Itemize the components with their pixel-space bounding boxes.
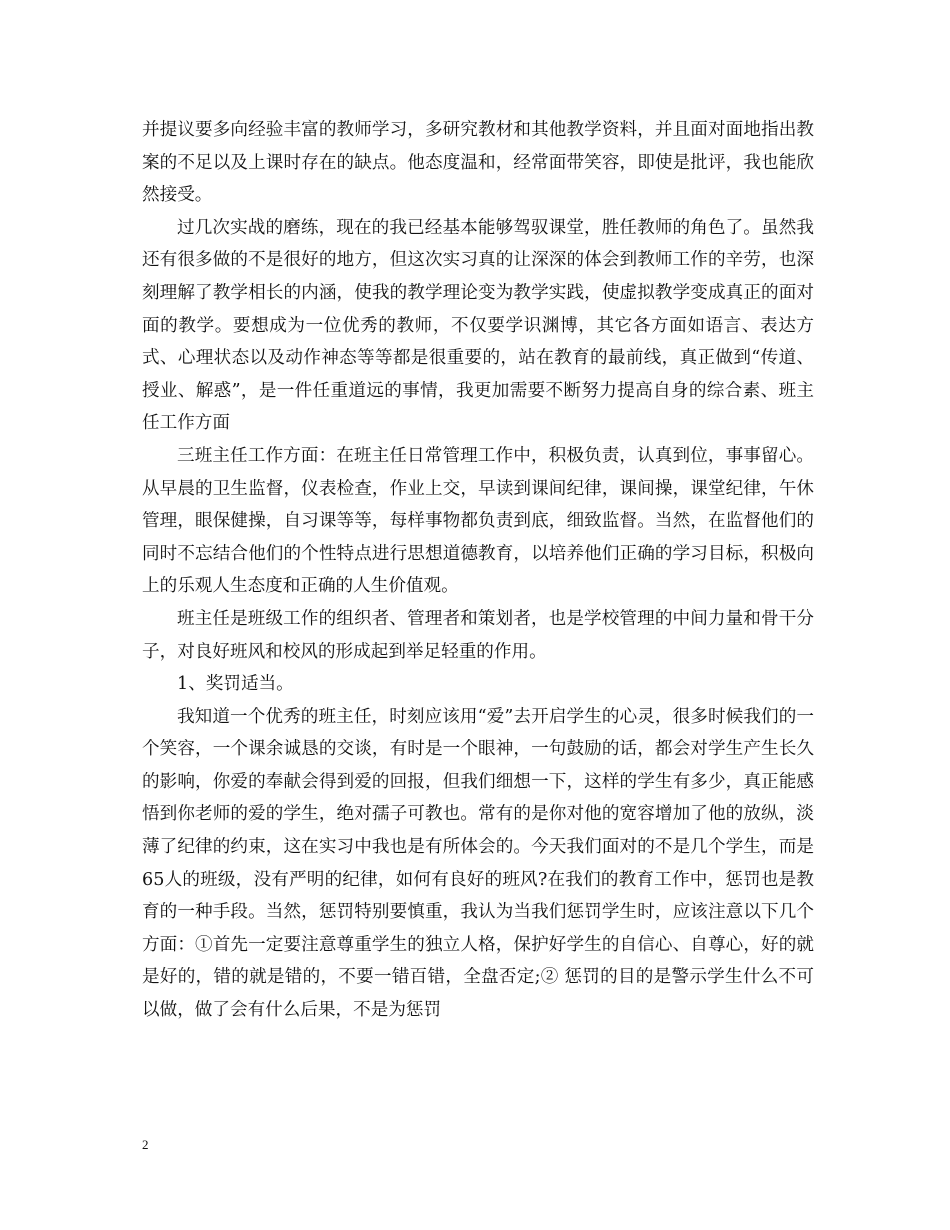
paragraph-5: 我知道一个优秀的班主任，时刻应该用“爱”去开启学生的心灵，很多时候我们的一个笑容，一个课余诚恳的交谈，有时是一个眼神，一句鼓励的话，都会对学生产生长久的影响，你爱的奉献会得到爱的回报，但我们细想一下，这样的学生有多少，真正能感悟到你老师的爱的学生，绝对孺子可教也。常有的是你对他的宽容增加了他的放纵，淡薄了纪律的约束，这在实习中我也是有所体会的。今天我们面对的不是几个学生，而是65人的班级，没有严明的纪律，如何有良好的班风?在我们的教育工作中，惩罚也是教育的一种手段。当然，惩罚特别要慎重，我认为当我们惩罚学生时，应该注意以下几个方面：①首先一定要注意尊重学生的独立人格，保护好学生的自信心、自尊心，好的就是好的，错的就是错的，不要一错百错，全盘否定;② 惩罚的目的是警示学生什么不可以做，做了会有什么后果，不是为惩罚 xyxy=(142,706,814,1021)
body-text xyxy=(142,114,814,1027)
paragraph-4: 班主任是班级工作的组织者、管理者和策划者，也是学校管理的中间力量和骨干分子，对良好班风和校风的形成起到举足轻重的作用。 xyxy=(142,608,814,662)
section-heading-rewards-punishments: 1、奖罚适当。 xyxy=(177,674,294,695)
paragraph-2: 过几次实战的磨练，现在的我已经基本能够驾驭课堂，胜任教师的角色了。虽然我还有很多做的不是很好的地方，但这次实习真的让深深的体会到教师工作的辛劳，也深刻理解了教学相长的内涵，使我的教学理论变为教学实践，使虚拟教学变成真正的面对面的教学。要想成为一位优秀的教师，不仅要学识渊博，其它各方面如语言、表达方式、心理状态以及动作神态等等都是很重要的，站在教育的最前线，真正做到“传道、授业、解惑”，是一件任重道远的事情，我更加需要不断努力提高自身的综合素、班主任工作方面 xyxy=(142,217,814,434)
paragraph-1: 并提议要多向经验丰富的教师学习，多研究教材和其他教学资料，并且面对面地指出教案的不足以及上课时存在的缺点。他态度温和，经常面带笑容，即使是批评，我也能欣然接受。 xyxy=(142,120,814,206)
paragraph-3: 三班主任工作方面：在班主任日常管理工作中，积极负责，认真到位，事事留心。从早晨的卫生监督，仪表检查，作业上交，早读到课间纪律，课间操，课堂纪律，午休管理，眼保健操，自习课等等，每样事物都负责到底，细致监督。当然，在监督他们的同时不忘结合他们的个性特点进行思想道德教育，以培养他们正确的学习目标，积极向上的乐观人生态度和正确的人生价值观。 xyxy=(142,445,814,597)
page-number: 2 xyxy=(142,1137,149,1152)
